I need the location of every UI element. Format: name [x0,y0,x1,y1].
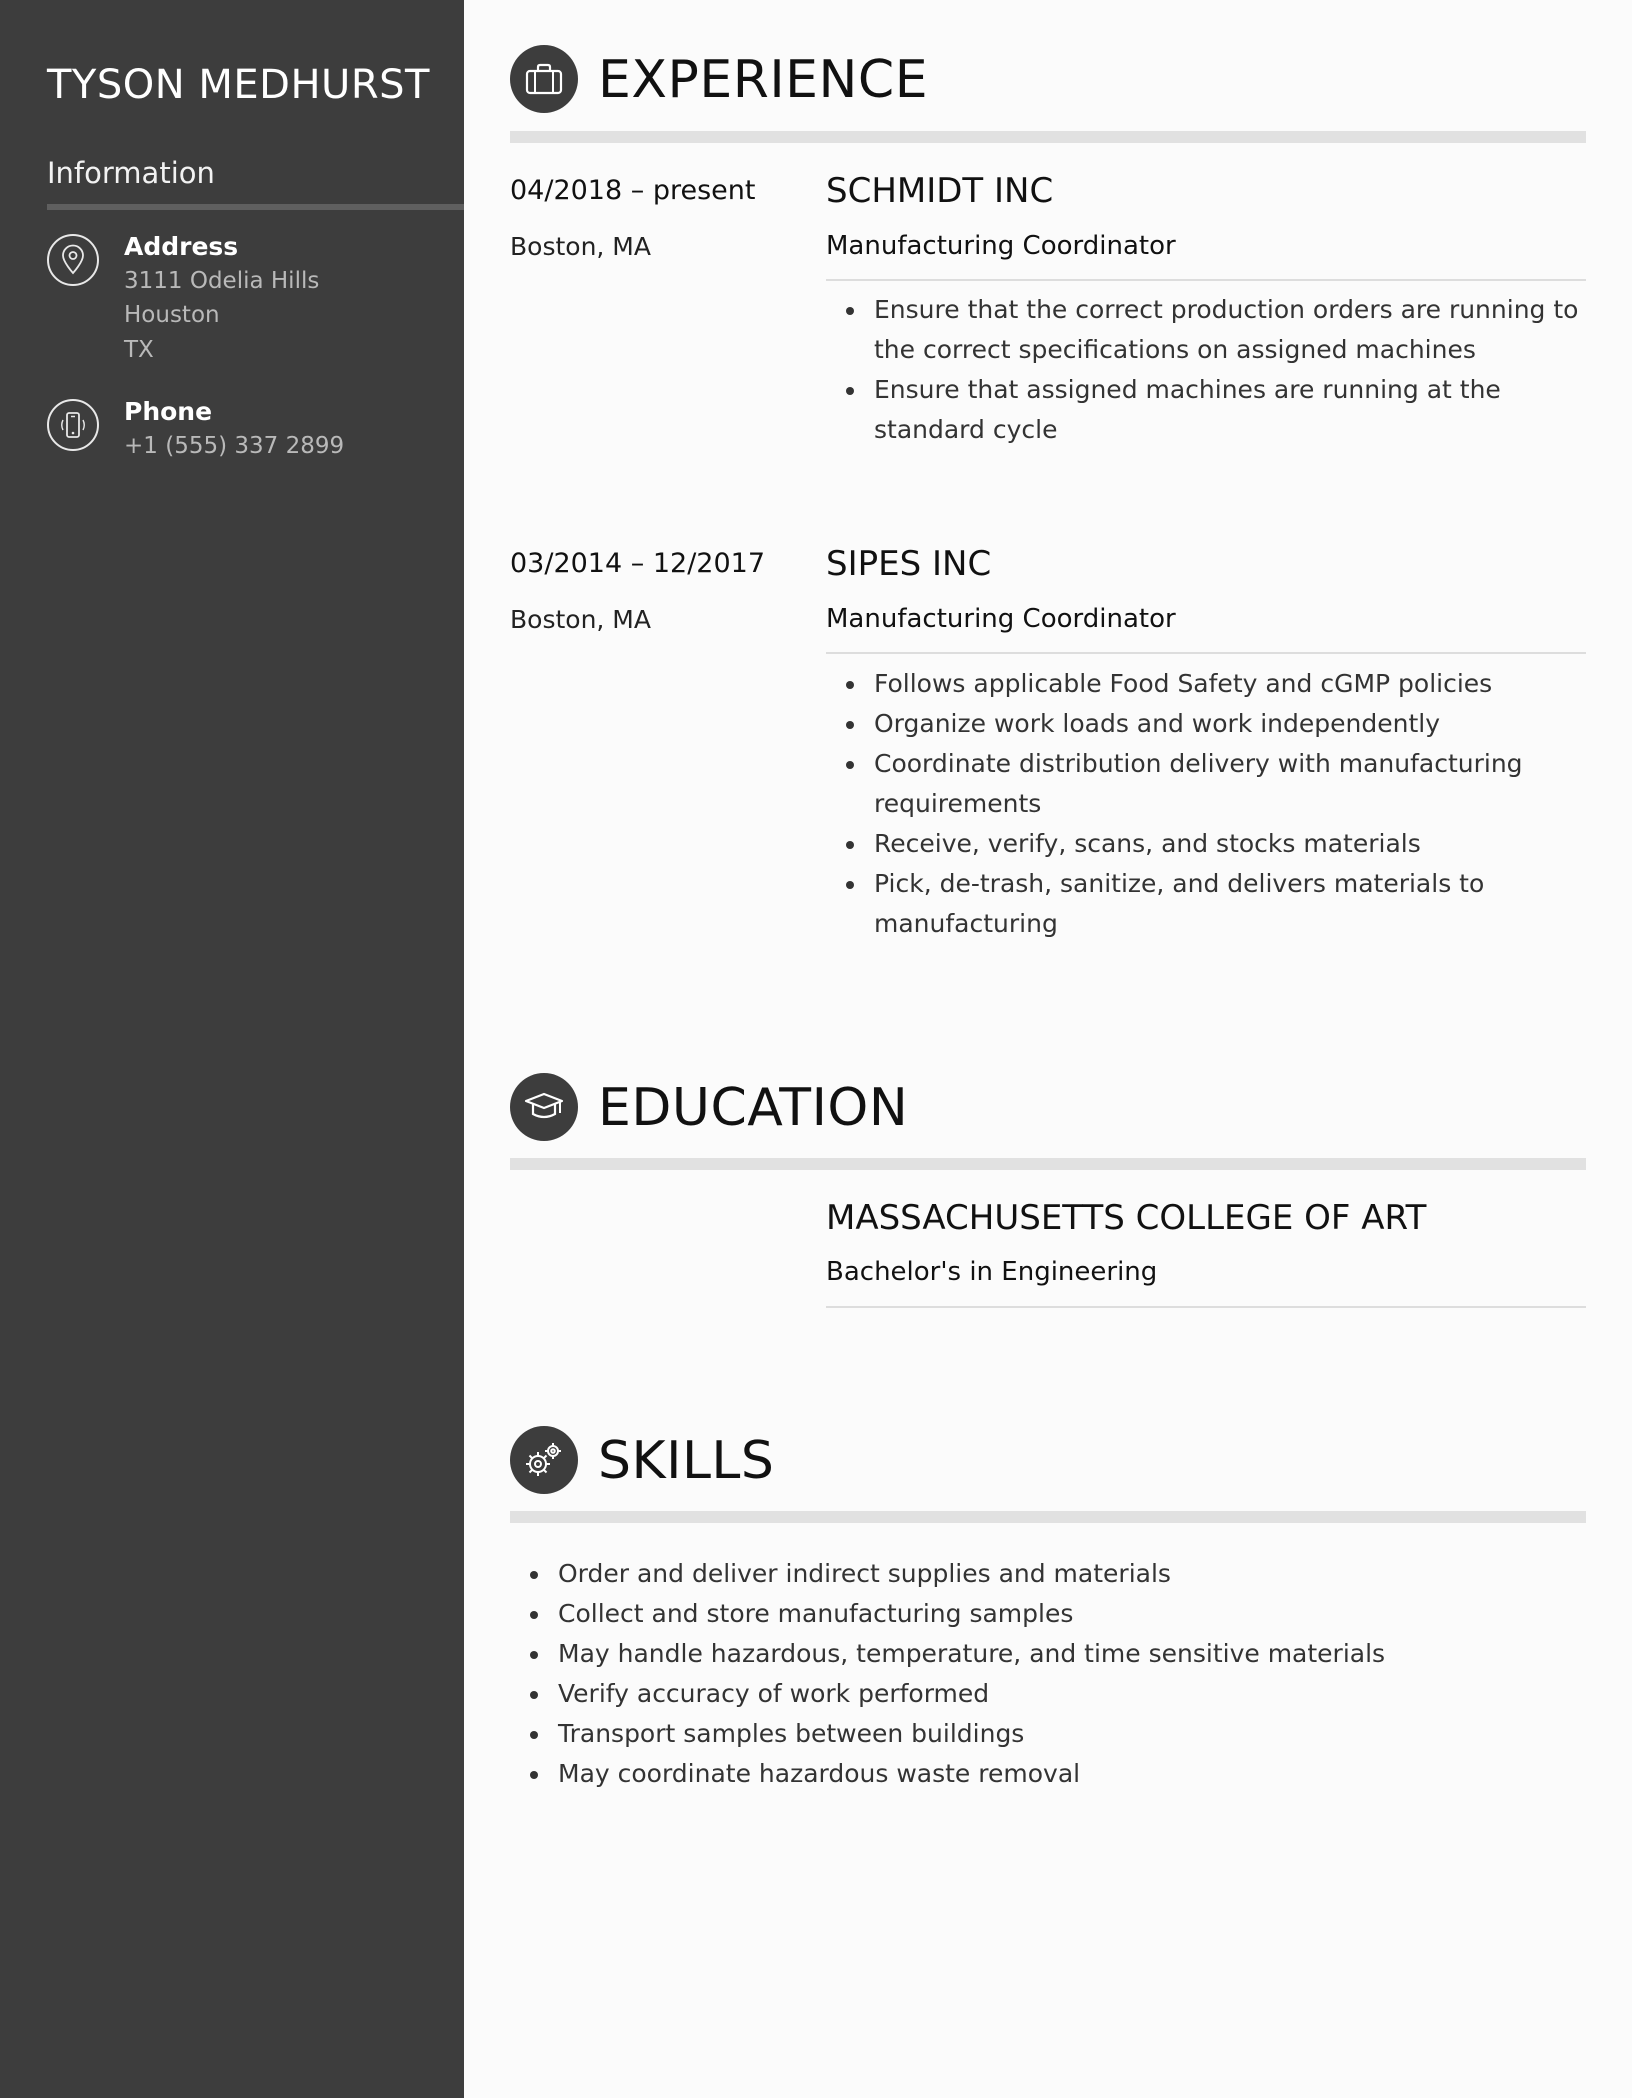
list-item: Coordinate distribution delivery with manufacturing requirements [826,744,1586,824]
list-item: Receive, verify, scans, and stocks materials [826,824,1586,864]
job-1-company: SCHMIDT INC [826,171,1054,211]
experience-heading: EXPERIENCE [598,50,929,110]
information-divider [47,204,464,210]
experience-divider [510,131,1586,143]
list-item: Ensure that assigned machines are running at the standard cycle [826,370,1586,450]
education-school-divider [826,1306,1586,1308]
job-2-company: SIPES INC [826,544,992,584]
map-pin-icon [47,234,99,286]
list-item: Collect and store manufacturing samples [510,1594,1586,1634]
education-school: MASSACHUSETTS COLLEGE OF ART [826,1198,1427,1238]
sidebar [0,0,464,2098]
skills-heading: SKILLS [598,1431,775,1491]
information-heading: Information [47,156,215,190]
phone-title: Phone [124,397,213,426]
address-line-2: Houston [124,302,220,328]
address-line-3: TX [124,337,154,363]
job-2-bullets [826,664,1586,944]
job-1-dates: 04/2018 – present [510,175,756,206]
skills-list [510,1554,1586,1794]
job-2-role: Manufacturing Coordinator [826,604,1176,634]
list-item: Follows applicable Food Safety and cGMP policies [826,664,1586,704]
job-2-dates: 03/2014 – 12/2017 [510,548,765,579]
list-item: Transport samples between buildings [510,1714,1586,1754]
education-heading: EDUCATION [598,1078,909,1138]
list-item: Pick, de-trash, sanitize, and delivers materials to manufacturing [826,864,1586,944]
list-item: Ensure that the correct production orders are running to the correct specifications on assigned machines [826,290,1586,370]
list-item: Organize work loads and work independently [826,704,1586,744]
list-item: Verify accuracy of work performed [510,1674,1586,1714]
education-divider [510,1158,1586,1170]
job-1-divider [826,279,1586,281]
gears-icon [510,1426,578,1494]
job-2-location: Boston, MA [510,605,651,634]
education-degree: Bachelor's in Engineering [826,1257,1158,1287]
candidate-name: TYSON MEDHURST [47,62,430,108]
list-item: Order and deliver indirect supplies and materials [510,1554,1586,1594]
graduation-cap-icon [510,1073,578,1141]
job-2-divider [826,652,1586,654]
job-1-role: Manufacturing Coordinator [826,231,1176,261]
address-title: Address [124,232,239,261]
list-item: May handle hazardous, temperature, and time sensitive materials [510,1634,1586,1674]
job-1-bullets [826,290,1586,450]
skills-divider [510,1511,1586,1523]
phone-number: +1 (555) 337 2899 [124,433,345,459]
job-1-location: Boston, MA [510,232,651,261]
mobile-phone-icon [47,399,99,451]
briefcase-icon [510,45,578,113]
list-item: May coordinate hazardous waste removal [510,1754,1586,1794]
address-line-1: 3111 Odelia Hills [124,268,320,294]
